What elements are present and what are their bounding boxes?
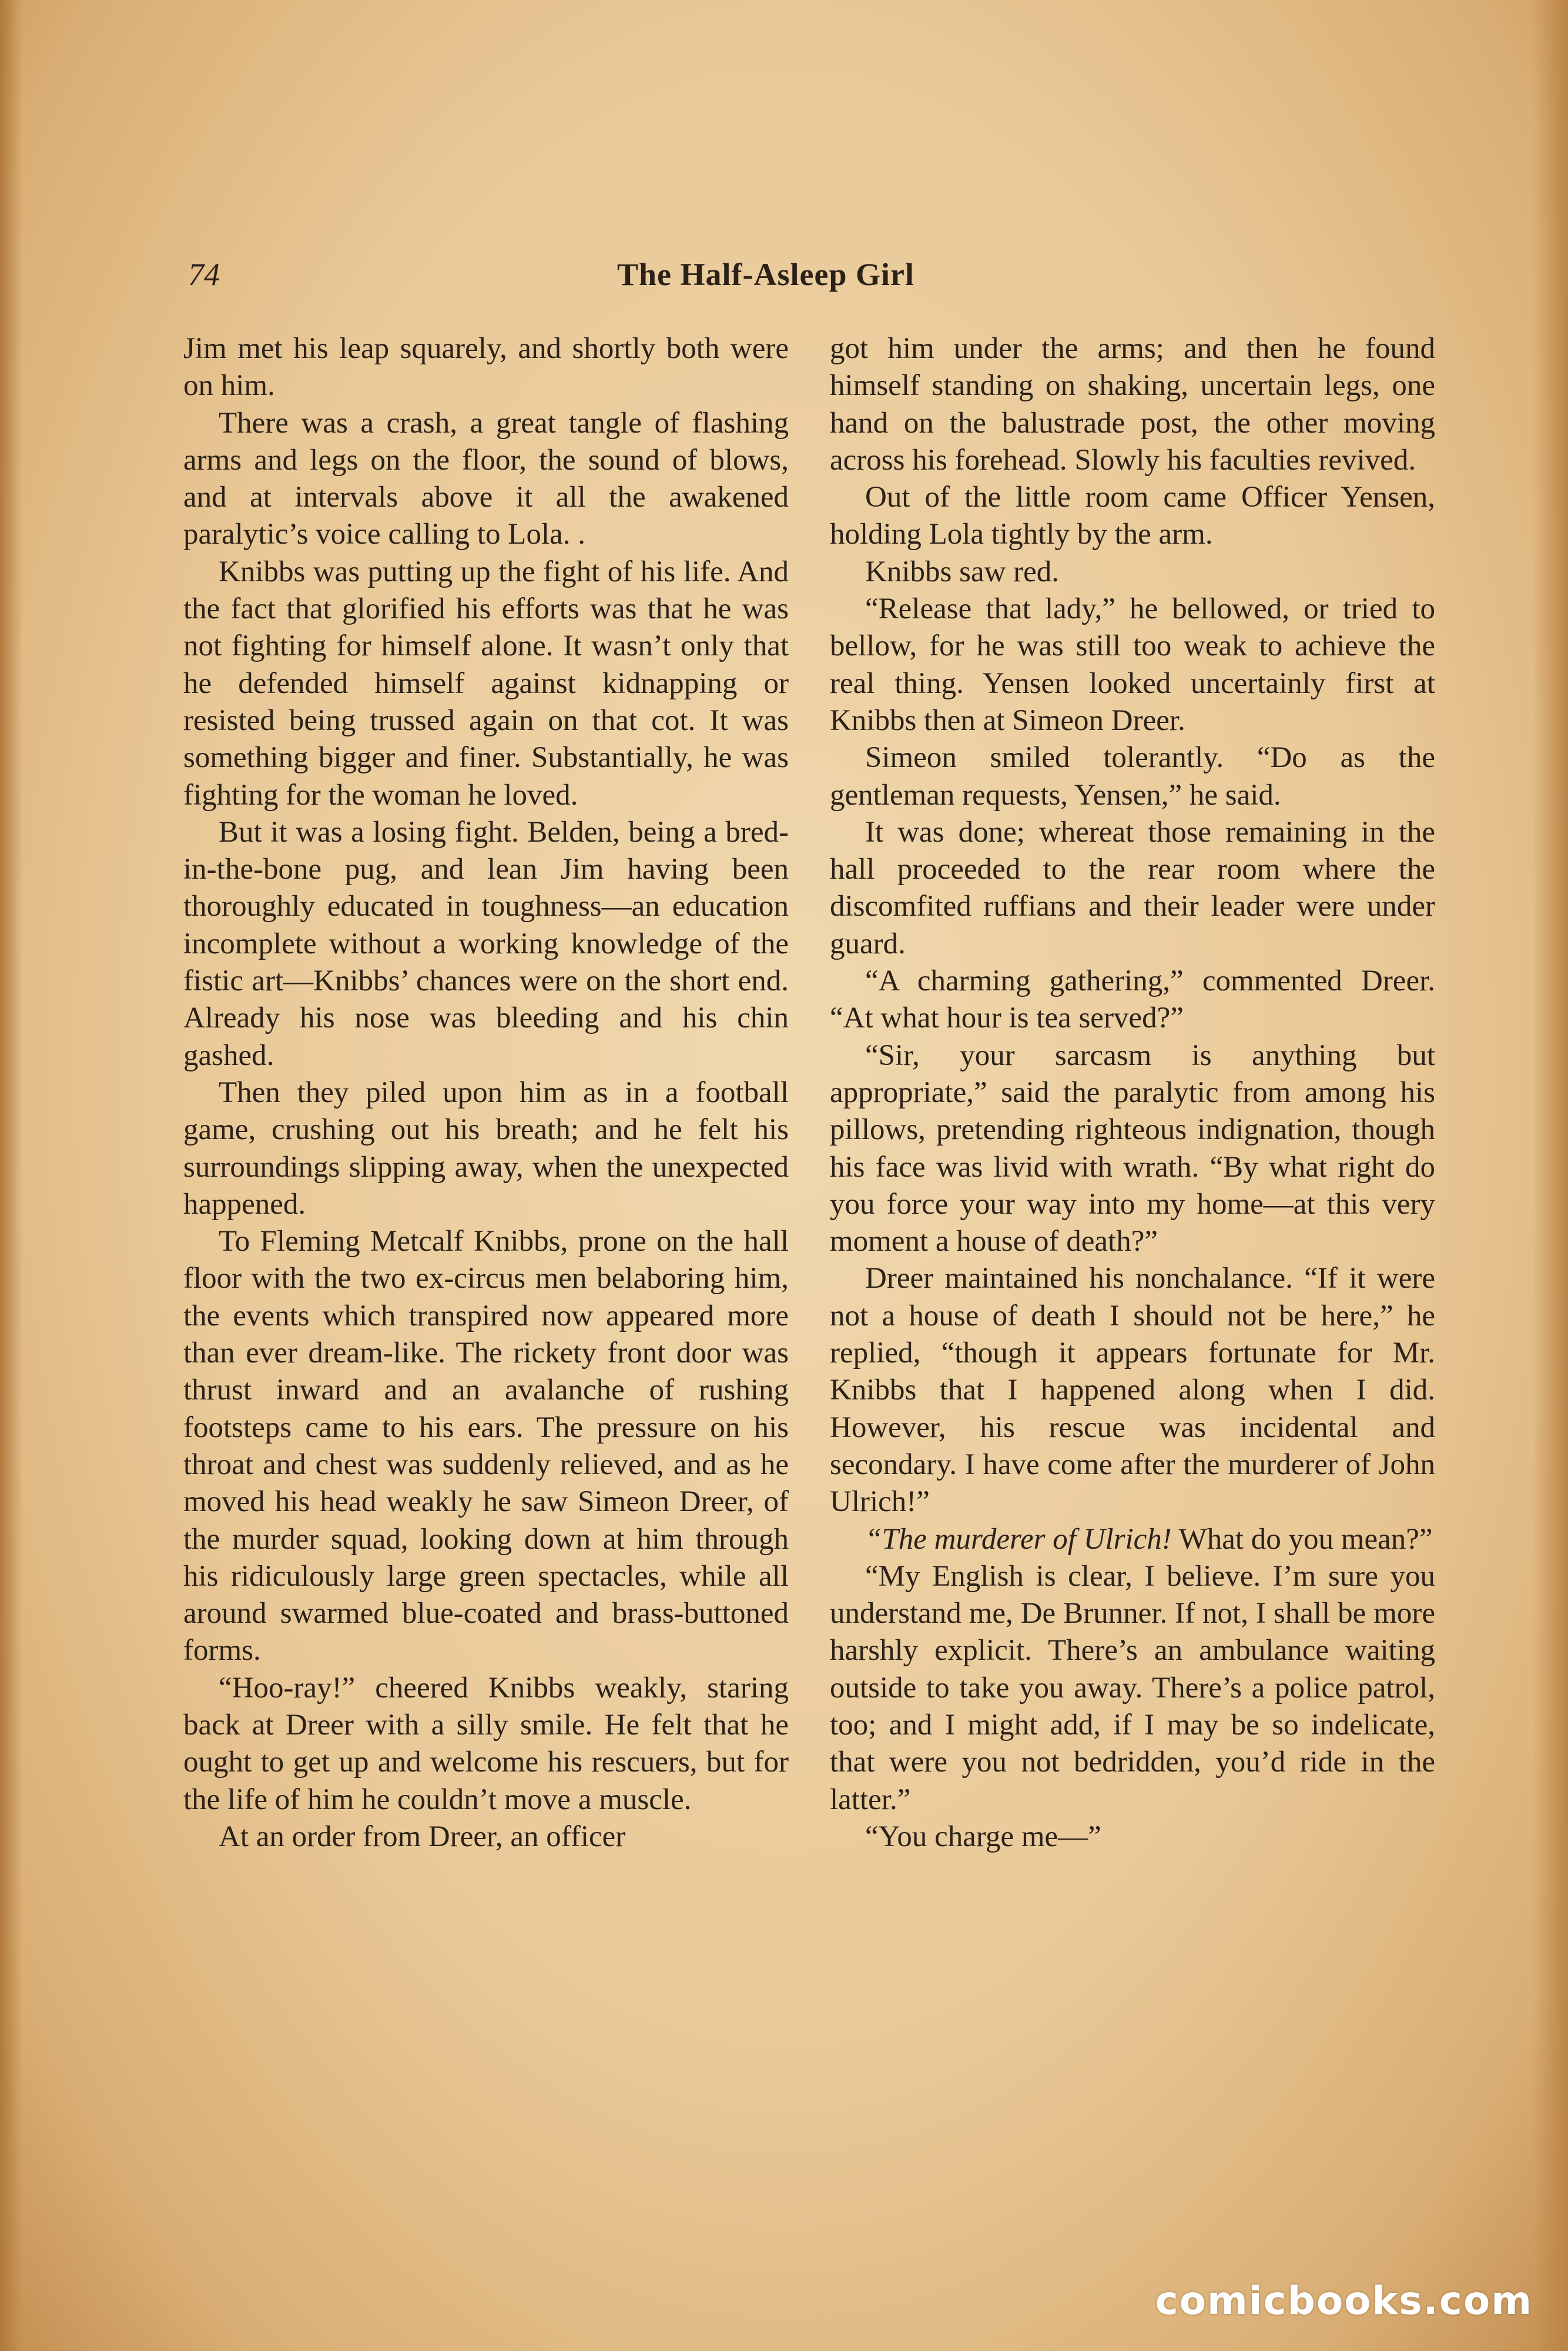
paragraph-text: What do you mean?” — [1171, 1522, 1433, 1556]
italic-quote: “The murderer of Ulrich! — [865, 1522, 1172, 1556]
page-header — [188, 254, 1381, 295]
paragraph: Simeon smiled tolerantly. “Do as the gentleman requests, Yensen,” he said. — [830, 741, 1435, 812]
paragraph: Then they piled upon him as in a football game, crushing out his breath; and he felt his surroundings slipping away, when the unexpected happened. — [183, 1076, 789, 1221]
paragraph: Knibbs was putting up the fight of his life. And the fact that glorified his efforts was that he was not fighting for himself alone. It wasn’t only that he defended himself against kidnapping or resisted being trussed again on that cot. It was something bigger and finer. Substantially, he was fighting for the woman he loved. — [183, 555, 789, 812]
paragraph: Jim met his leap squarely, and shortly both were on him. — [183, 332, 789, 403]
paragraph: “Hoo-ray!” cheered Knibbs weakly, staring back at Dreer with a silly smile. He felt that he ought to get up and welcome his rescuers, but for the life of him he couldn’t move a muscle. — [183, 1671, 789, 1816]
paragraph: Out of the little room came Officer Yensen, holding Lola tightly by the arm. — [830, 481, 1435, 551]
page-edge-shadow-right — [1533, 0, 1568, 2351]
watermark-logo: comicbooks.com — [1155, 2278, 1533, 2323]
running-title: The Half-Asleep Girl — [617, 257, 914, 292]
paragraph: “Sir, your sarcasm is anything but appropriate,” said the paralytic from among his pillows, pretending righteous indignation, though his face was livid with wrath. “By what right do you force your way into my home—at this very moment a house of death?” — [830, 1039, 1435, 1258]
paragraph — [830, 1521, 1435, 1558]
right-column — [830, 330, 1435, 1856]
paragraph: “Release that lady,” he bellowed, or tried to bellow, for he was still too weak to achieve the real thing. Yensen looked uncertainly first at Knibbs then at Simeon Dreer. — [830, 592, 1435, 737]
paragraph: got him under the arms; and then he found himself standing on shaking, uncertain legs, one hand on the balustrade post, the other moving across his forehead. Slowly his faculties revived. — [830, 332, 1435, 477]
paragraph: “A charming gathering,” commented Dreer. “At what hour is tea served?” — [830, 964, 1435, 1035]
paragraph: “You charge me—” — [865, 1820, 1101, 1853]
paragraph: It was done; whereat those remaining in the hall proceeded to the rear room where the discomfited ruffians and their leader were under guard. — [830, 815, 1435, 960]
paragraph: At an order from Dreer, an officer — [219, 1820, 626, 1853]
paragraph: Knibbs saw red. — [865, 555, 1060, 588]
paragraph: There was a crash, a great tangle of flashing arms and legs on the floor, the sound of blows, and at intervals above it all the awakened paralytic’s voice calling to Lola. . — [183, 406, 789, 551]
paragraph: Dreer maintained his nonchalance. “If it were not a house of death I should not be here,” he replied, “though it appears fortunate for Mr. Knibbs that I happened along when I did. However, his rescue was incidental and secondary. I have come after the murderer of John Ulrich!” — [830, 1262, 1435, 1519]
page-edge-shadow-left — [0, 0, 22, 2351]
paragraph: To Fleming Metcalf Knibbs, prone on the hall floor with the two ex-circus men belaboring him, the events which transpired now appeared more than ever dream-like. The rickety front door was thrust inward and an avalanche of rushing footsteps came to his ears. The pressure on his throat and chest was suddenly relieved, and as he moved his head weakly he saw Simeon Dreer, of the murder squad, looking down at him through his ridiculously large green spectacles, while all around swarmed blue-coated and brass-buttoned forms. — [183, 1225, 789, 1667]
left-column — [183, 330, 789, 1856]
page-number: 74 — [188, 257, 220, 292]
paragraph: “My English is clear, I believe. I’m sure you understand me, De Brunner. If not, I shall be more harshly explicit. There’s an ambulance waiting outside to take you away. There’s a police patrol, too; and I might add, if I may be so indelicate, that were you not bedridden, you’d ride in the latter.” — [830, 1559, 1435, 1816]
paragraph: But it was a losing fight. Belden, being a bred-in-the-bone pug, and lean Jim having been thoroughly educated in toughness—an education incomplete without a working knowledge of the fistic art—Knibbs’ chances were on the short end. Already his nose was bleeding and his chin gashed. — [183, 815, 789, 1072]
